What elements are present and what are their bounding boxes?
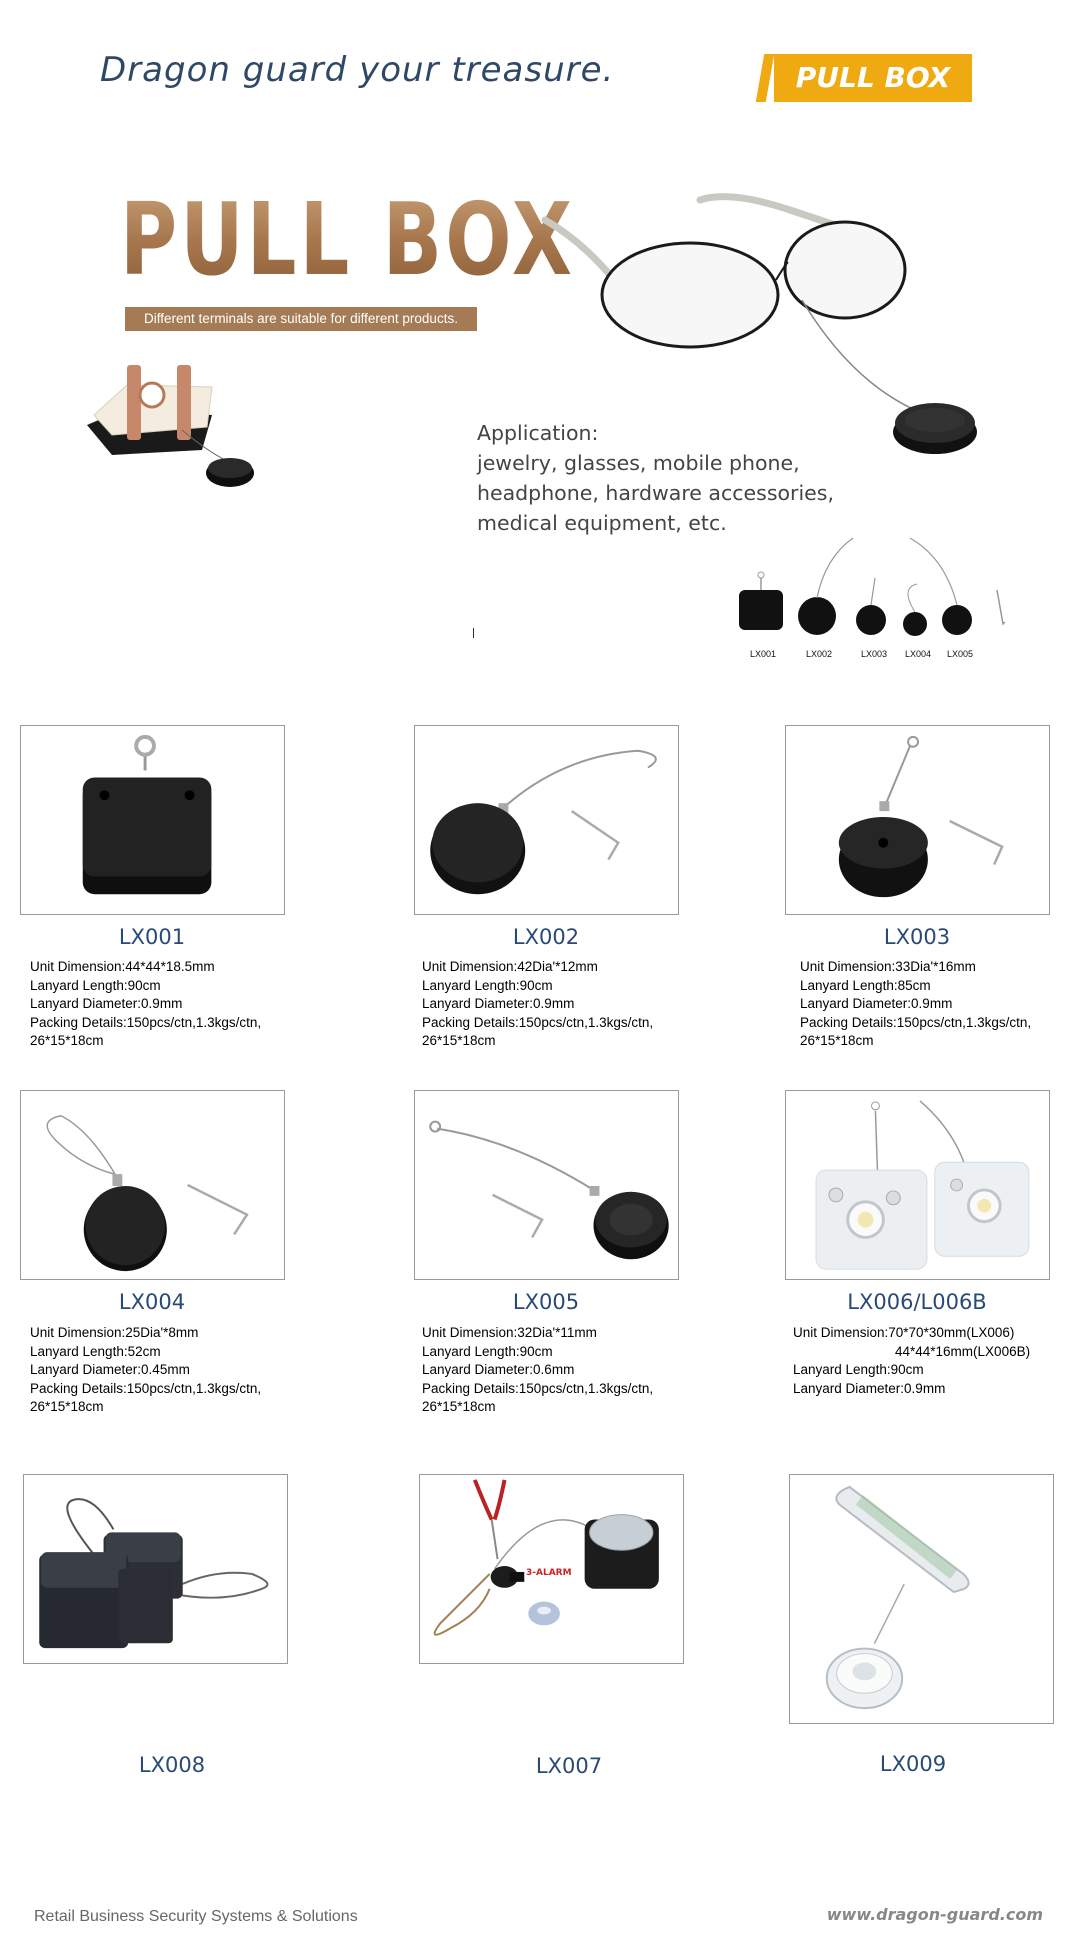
product-image-lx007 bbox=[419, 1474, 684, 1664]
product-image-lx008 bbox=[23, 1474, 288, 1664]
product-specs bbox=[800, 958, 1031, 1051]
product-code: LX002 bbox=[512, 925, 580, 949]
family-label: LX002 bbox=[806, 649, 833, 659]
product-image-lx005 bbox=[414, 1090, 679, 1280]
footer-tagline: Retail Business Security Systems & Solutions bbox=[34, 1908, 358, 1925]
product-image-lx004 bbox=[20, 1090, 285, 1280]
footer-website: www.dragon-guard.com bbox=[826, 1905, 1043, 1924]
slogan: Dragon guard your treasure. bbox=[100, 50, 615, 90]
spec-line: 44*44*16mm(LX006B) bbox=[895, 1343, 1031, 1359]
product-code: LX004 bbox=[118, 1290, 186, 1314]
product-image-lx006 bbox=[785, 1090, 1050, 1280]
spec-line: 26*15*18cm bbox=[800, 1033, 874, 1049]
application-line: medical equipment, etc. bbox=[477, 511, 727, 535]
spec-line: Lanyard Diameter:0.45mm bbox=[30, 1362, 190, 1378]
spec-line: Unit Dimension:44*44*18.5mm bbox=[30, 959, 215, 974]
spec-line: Unit Dimension:25Dia'*8mm bbox=[30, 1325, 199, 1340]
product-specs bbox=[422, 958, 653, 1051]
spec-line: 26*15*18cm bbox=[30, 1033, 104, 1049]
spec-line: Lanyard Length:90cm bbox=[793, 1362, 924, 1378]
spec-line: Unit Dimension:32Dia'*11mm bbox=[422, 1325, 597, 1340]
product-specs bbox=[793, 1324, 1030, 1398]
product-code: LX005 bbox=[512, 1290, 580, 1314]
spec-line: 26*15*18cm bbox=[422, 1033, 496, 1049]
spec-line: Lanyard Diameter:0.6mm bbox=[422, 1362, 575, 1378]
spec-line: Packing Details:150pcs/ctn,1.3kgs/ctn, bbox=[30, 1014, 262, 1030]
watch-in-box-image bbox=[82, 355, 267, 495]
application-heading: Application: bbox=[477, 421, 599, 445]
category-tag: PULL BOX bbox=[774, 54, 972, 102]
tag-accent-bar bbox=[756, 54, 774, 102]
product-image-lx001 bbox=[20, 725, 285, 915]
application-line: headphone, hardware accessories, bbox=[477, 481, 834, 505]
product-code: LX007 bbox=[535, 1754, 603, 1778]
product-specs bbox=[30, 1324, 261, 1417]
product-specs bbox=[422, 1324, 653, 1417]
spec-line: Lanyard Length:52cm bbox=[30, 1343, 161, 1359]
application-line: jewelry, glasses, mobile phone, bbox=[477, 451, 800, 475]
product-code: LX006/L006B bbox=[847, 1290, 987, 1314]
product-image-lx009 bbox=[789, 1474, 1054, 1724]
spec-line: 26*15*18cm bbox=[422, 1399, 496, 1415]
spec-line: Lanyard Diameter:0.9mm bbox=[422, 996, 575, 1012]
spec-line: Packing Details:150pcs/ctn,1.3kgs/ctn, bbox=[422, 1380, 654, 1396]
spec-line: Packing Details:150pcs/ctn,1.3kgs/ctn, bbox=[30, 1380, 262, 1396]
spec-line: 26*15*18cm bbox=[30, 1399, 104, 1415]
product-family-image bbox=[735, 528, 1015, 668]
divider-tick bbox=[473, 628, 474, 638]
spec-line: Lanyard Length:85cm bbox=[800, 977, 931, 993]
spec-line: Lanyard Diameter:0.9mm bbox=[800, 996, 953, 1012]
product-specs bbox=[30, 958, 261, 1051]
product-code: LX001 bbox=[118, 925, 186, 949]
spec-line: Packing Details:150pcs/ctn,1.3kgs/ctn, bbox=[422, 1014, 654, 1030]
product-image-lx002 bbox=[414, 725, 679, 915]
spec-line: Lanyard Length:90cm bbox=[30, 977, 161, 993]
family-label: LX004 bbox=[905, 649, 932, 659]
application-text bbox=[477, 418, 897, 538]
hero-title: PULL BOX bbox=[120, 181, 576, 298]
spec-line: Packing Details:150pcs/ctn,1.3kgs/ctn, bbox=[800, 1014, 1032, 1030]
alarm-label: 3-ALARM bbox=[526, 1568, 572, 1578]
spec-line: Lanyard Length:90cm bbox=[422, 1343, 553, 1359]
family-label: LX003 bbox=[861, 649, 888, 659]
spec-line: Lanyard Length:90cm bbox=[422, 977, 553, 993]
spec-line: Lanyard Diameter:0.9mm bbox=[30, 996, 183, 1012]
hero-subtitle: Different terminals are suitable for different products. bbox=[125, 307, 477, 331]
spec-line: Unit Dimension:42Dia'*12mm bbox=[422, 959, 598, 974]
product-code: LX008 bbox=[138, 1753, 206, 1777]
spec-line: Lanyard Diameter:0.9mm bbox=[793, 1380, 946, 1396]
family-label: LX005 bbox=[947, 649, 974, 659]
product-code: LX003 bbox=[883, 925, 951, 949]
spec-line: Unit Dimension:33Dia'*16mm bbox=[800, 959, 976, 974]
family-label: LX001 bbox=[750, 649, 777, 659]
product-code: LX009 bbox=[879, 1752, 947, 1776]
spec-line: Unit Dimension:70*70*30mm(LX006) bbox=[793, 1325, 1015, 1340]
product-image-lx003 bbox=[785, 725, 1050, 915]
